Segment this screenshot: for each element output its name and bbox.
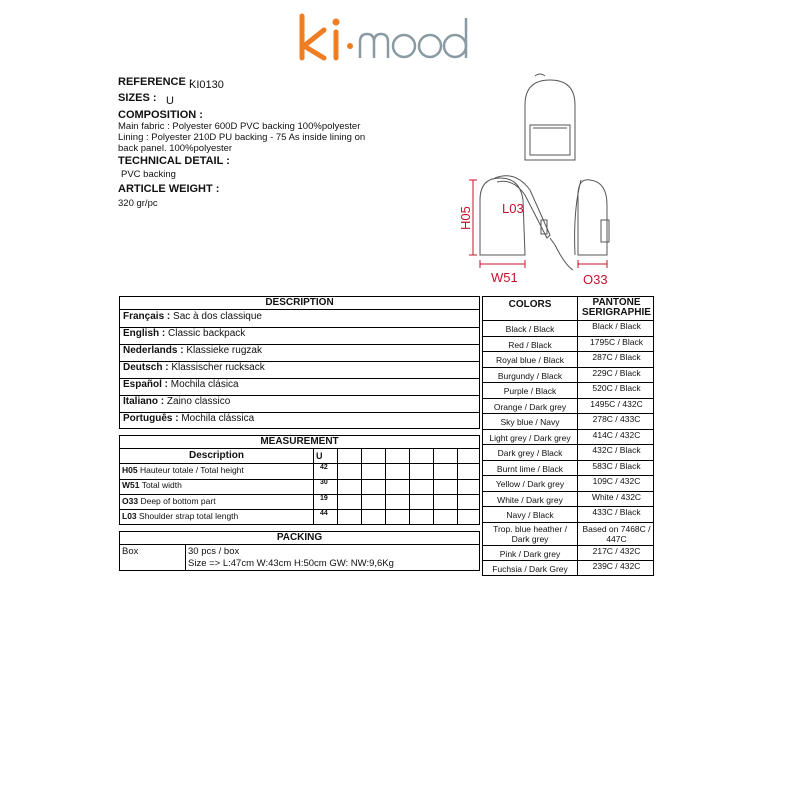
description-lang: Nederlands : (123, 345, 184, 356)
pantone-value: 217C / 432C (592, 545, 641, 556)
color-name: Sky blue / Navy (500, 417, 560, 427)
description-text: Klassieke rugzak (186, 345, 262, 356)
description-row (123, 311, 262, 322)
color-name: Fuchsia / Dark Grey (492, 564, 568, 574)
description-text: Mochila clássica (181, 413, 255, 424)
dimension-o33-label: O33 (583, 272, 608, 287)
colors-col-colors: COLORS (508, 299, 552, 310)
reference-label: REFERENCE : (118, 76, 193, 88)
packing-line-2: Size => L:47cm W:43cm H:50cm GW: NW:9,6Kg (188, 558, 394, 569)
description-row (123, 362, 265, 373)
measurement-text: Shoulder strap total length (139, 510, 239, 521)
kimood-logo-icon (292, 8, 482, 68)
measurement-value: 42 (320, 464, 328, 471)
measurement-text: Hauteur totale / Total height (139, 465, 244, 475)
measurement-row (122, 496, 216, 506)
description-text: Sac à dos classique (173, 311, 262, 322)
description-lang: Deutsch : (123, 362, 169, 373)
packing-table (119, 531, 480, 571)
description-text: Zaino classico (166, 396, 231, 407)
color-name: Orange / Dark grey (493, 401, 567, 412)
reference-value: KI0130 (189, 79, 224, 91)
pantone-header-line1: PANTONE (592, 297, 641, 308)
brand-logo (292, 8, 482, 68)
description-row (123, 379, 239, 390)
pantone-value: 1795C / Black (590, 336, 643, 347)
pantone-value: 520C / Black (592, 383, 641, 393)
measurement-table (119, 435, 480, 525)
color-name: Burnt lime / Black (496, 463, 564, 474)
pantone-value: 1495C / 432C (590, 398, 643, 409)
composition-line: Lining : Polyester 210D PU backing - 75 As inside lining on (118, 132, 366, 143)
pantone-value: 432C / Black (592, 445, 641, 455)
pantone-value: 433C / Black (592, 507, 641, 517)
color-name: Navy / Black (506, 510, 554, 520)
dimension-w51-label: W51 (491, 270, 518, 285)
measurement-code: O33 (122, 495, 139, 506)
packing-title: PACKING (276, 532, 323, 543)
pantone-value: 414C / 432C (592, 429, 641, 440)
measurement-row (122, 480, 182, 490)
packing-label: Box (122, 546, 139, 557)
dimension-l03-label: L03 (502, 201, 524, 216)
color-name: Burgundy / Black (497, 370, 563, 381)
color-name: Pink / Dark grey (499, 548, 561, 559)
measurement-col-size: U (316, 451, 323, 461)
pantone-value: 287C / Black (592, 352, 641, 362)
pantone-value: Black / Black (592, 321, 641, 331)
measurement-text: Deep of bottom part (140, 495, 216, 506)
pantone-value: Based on 7468C / 447C (582, 523, 651, 544)
description-title: DESCRIPTION (265, 297, 334, 308)
color-name: Trop. blue heather / Dark grey (493, 523, 567, 544)
article-weight-value: 320 gr/pc (118, 198, 158, 209)
composition-label: COMPOSITION : (118, 109, 203, 121)
color-name: Red / Black (508, 339, 552, 350)
pantone-value: 109C / 432C (592, 476, 641, 486)
sizes-label: SIZES : (118, 92, 157, 104)
pantone-value: 229C / Black (592, 367, 641, 378)
pantone-value: 583C / Black (592, 460, 641, 471)
backpack-drawing-icon (455, 70, 630, 290)
description-lang: Português : (123, 413, 179, 424)
description-text: Classic backpack (168, 328, 246, 339)
technical-detail-value: PVC backing (121, 169, 176, 180)
composition-line: back panel. 100%polyester (118, 143, 233, 154)
packing-line-1: 30 pcs / box (188, 546, 240, 557)
description-row (123, 345, 262, 356)
description-lang: Español : (123, 379, 169, 390)
product-drawing (455, 70, 630, 290)
sizes-value: U (166, 95, 174, 107)
colors-table (482, 296, 654, 576)
description-row (123, 396, 230, 407)
description-lang: Italiano : (123, 396, 165, 407)
measurement-row (122, 511, 238, 521)
colors-col-pantone (578, 298, 655, 318)
description-row (123, 328, 245, 339)
dimension-h05-label: H05 (458, 206, 473, 230)
color-name: White / Dark grey (497, 494, 563, 505)
measurement-title: MEASUREMENT (260, 436, 339, 447)
description-text: Mochila clásica (170, 379, 239, 390)
description-lang: English : (123, 328, 166, 339)
measurement-value: 19 (320, 494, 328, 502)
composition-text (118, 121, 418, 154)
color-name: Royal blue / Black (495, 355, 565, 365)
measurement-value: 30 (320, 479, 328, 487)
measurement-text: Total width (141, 480, 182, 491)
color-name: Purple / Black (503, 386, 557, 396)
article-weight-label: ARTICLE WEIGHT : (118, 183, 220, 195)
pantone-value: 278C / 433C (592, 414, 641, 424)
measurement-value: 44 (320, 509, 328, 517)
composition-line: Main fabric : Polyester 600D PVC backing 100%polyester (118, 121, 361, 132)
pantone-value: White / 432C (591, 491, 642, 502)
description-table (119, 296, 480, 429)
color-name: Light grey / Dark grey (489, 432, 571, 443)
technical-detail-label: TECHNICAL DETAIL : (118, 155, 230, 167)
description-row (123, 413, 254, 424)
pantone-value: 239C / 432C (592, 561, 641, 571)
measurement-code: W51 (122, 480, 140, 491)
color-name: Yellow / Dark grey (495, 479, 565, 489)
pantone-header-line2: SERIGRAPHIE (582, 307, 651, 318)
measurement-col-description: Description (188, 450, 244, 461)
description-lang: Français : (123, 311, 171, 322)
measurement-code: L03 (122, 510, 137, 521)
description-text: Klassischer rucksack (171, 362, 265, 373)
measurement-code: H05 (122, 465, 138, 475)
color-name: Black / Black (505, 324, 555, 334)
measurement-row (122, 465, 244, 475)
color-name: Dark grey / Black (497, 448, 563, 458)
